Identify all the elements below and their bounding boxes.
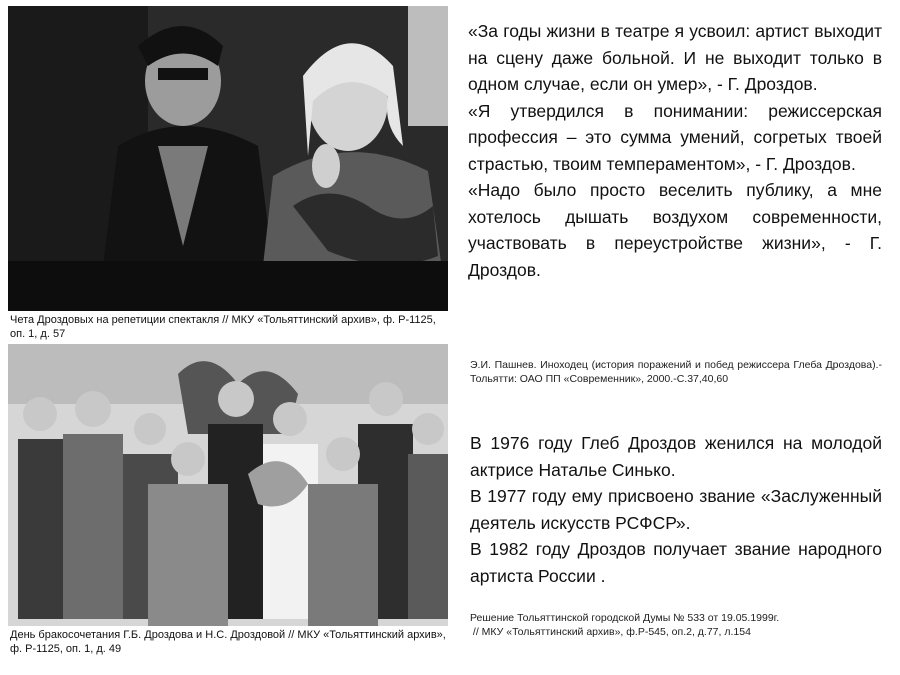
photo-rehearsal-image bbox=[8, 6, 448, 311]
fact-1982: В 1982 году Дроздов получает звание народного артиста России . bbox=[470, 539, 882, 586]
photo-wedding-image bbox=[8, 344, 448, 626]
fact-1976: В 1976 году Глеб Дроздов женился на молодой актрисе Наталье Синько. bbox=[470, 433, 882, 480]
facts-source bbox=[470, 611, 882, 639]
quote-2: «Я утвердился в понимании: режиссерская профессия – это сумма умений, согретых твоей страстью, твоим темпераментом», - Г. Дроздов. bbox=[468, 100, 882, 174]
photo-wedding-caption bbox=[10, 628, 450, 656]
fact-1977: В 1977 году ему присвоено звание «Заслуженный деятель искусств РСФСР». bbox=[470, 486, 882, 533]
photo-wedding bbox=[8, 344, 448, 626]
facts-source-line-2: // МКУ «Тольяттинский архив», ф.Р-545, оп.2, д.77, л.154 bbox=[470, 626, 751, 638]
quotes-block bbox=[468, 18, 882, 283]
quotes-source: Э.И. Пашнев. Иноходец (история поражений и побед режиссера Глеба Дроздова).-Тольятти: ОАО ПП «Современник», 2000.-С.37,40,60 bbox=[470, 359, 882, 385]
facts-source-line-1: Решение Тольяттинской городской Думы № 533 от 19.05.1999г. bbox=[470, 612, 780, 624]
photo-wedding-caption-text: День бракосочетания Г.Б. Дроздова и Н.С. Дроздовой // МКУ «Тольяттинский архив», ф. Р-1125, оп. 1, д. 49 bbox=[10, 629, 446, 655]
photo-rehearsal bbox=[8, 6, 448, 311]
photo-rehearsal-caption: Чета Дроздовых на репетиции спектакля // МКУ «Тольяттинский архив», ф. Р-1125, оп. 1, д. 57 bbox=[10, 314, 436, 340]
quote-3: «Надо было просто веселить публику, а мне хотелось дышать воздухом современности, участвовать в переустройстве жизни», - Г. Дроздов. bbox=[468, 180, 882, 280]
quote-1: «За годы жизни в театре я усвоил: артист выходит на сцену даже больной. И не выходит только в одном случае, если он умер», - Г. Дроздов. bbox=[468, 21, 882, 94]
facts-block bbox=[470, 430, 882, 589]
